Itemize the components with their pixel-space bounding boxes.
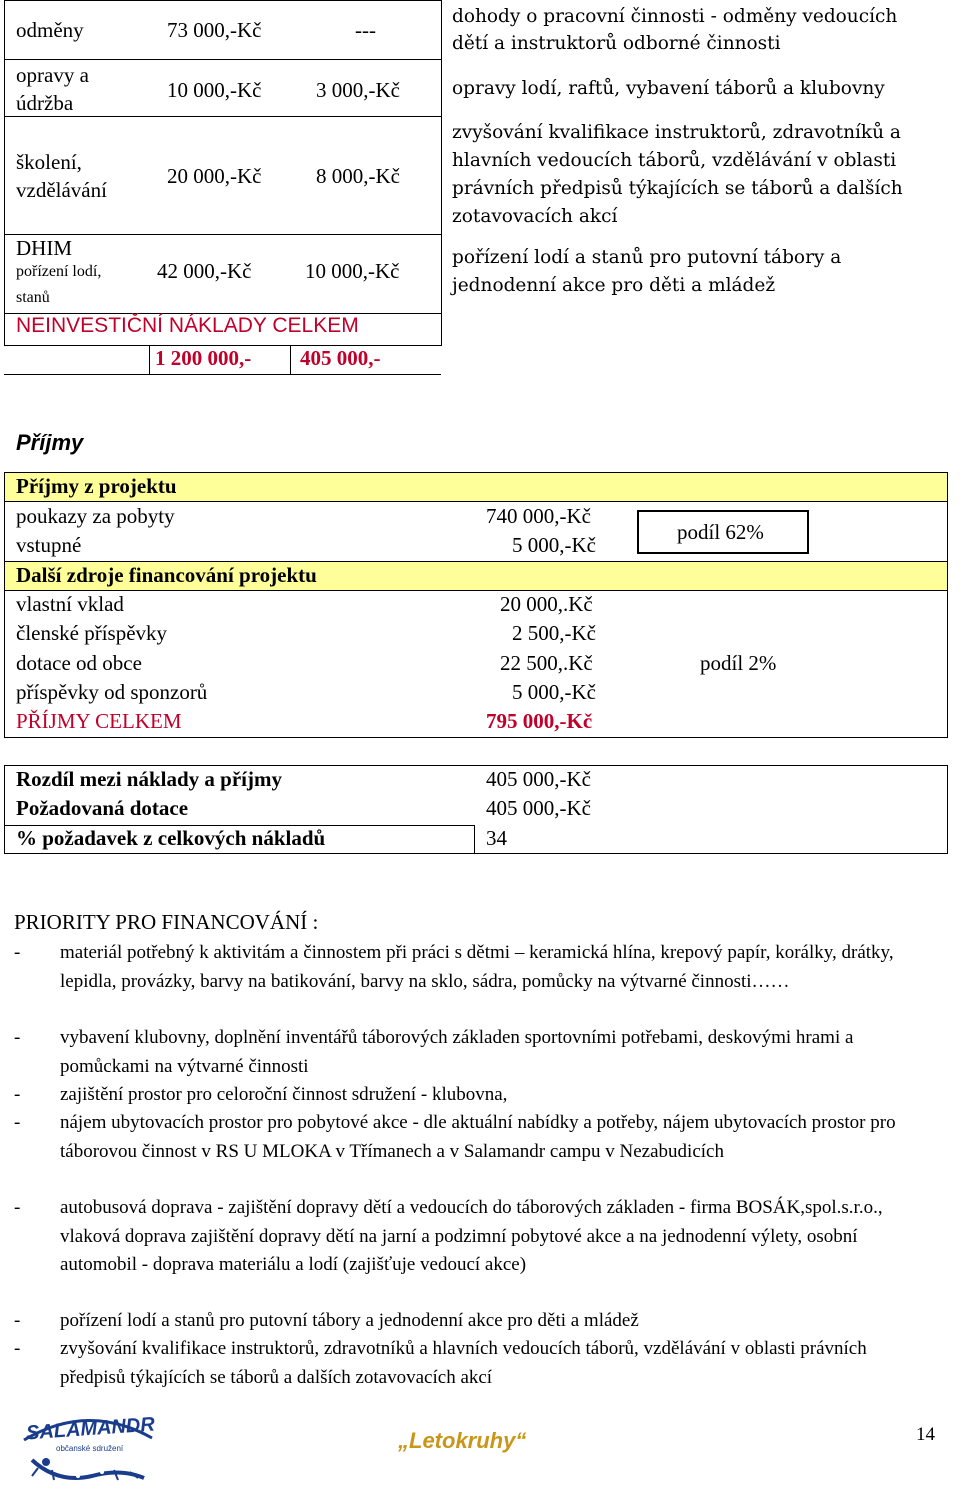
cost-total: 20 000,-Kč: [167, 164, 262, 188]
cost-item-label: údržba: [16, 91, 74, 115]
income-value: 740 000,-Kč: [486, 504, 591, 528]
cost-item-label: vzdělávání: [16, 178, 107, 202]
cost-item-label: stanů: [16, 289, 50, 306]
cost-total: 42 000,-Kč: [157, 259, 252, 283]
share-label: podíl 62%: [677, 520, 764, 544]
income-label: příspěvky od sponzorů: [16, 680, 208, 704]
summary-label: % požadavek z celkových nákladů: [16, 826, 326, 850]
cost-desc-line: hlavních vedoucích táborů, vzdělávání v oblasti: [452, 150, 897, 171]
cost-desc-line: právních předpisů týkajících se táborů a dalších: [452, 178, 903, 199]
cost-desc-line: jednodenní akce pro děti a mládež: [452, 275, 776, 296]
cost-desc-line: opravy lodí, raftů, vybavení táborů a klubovny: [452, 78, 885, 99]
priority-item: - materiál potřebný k aktivitám a činnostem při práci s dětmi – keramická hlína, krepový papír, korálky, drátky, lepidla, provázky, barvy na batikování, barvy na sklo, sádra, pomůcky na výtvarné činnosti……: [14, 942, 894, 992]
cost-item-label: školení,: [16, 150, 82, 174]
income-section-title: Příjmy z projektu: [16, 474, 177, 498]
cost-item-label: opravy a: [16, 63, 89, 87]
cost-total-requested: 405 000,-: [300, 346, 381, 370]
priorities-title: PRIORITY PRO FINANCOVÁNÍ :: [14, 910, 319, 934]
cost-desc-line: zotavovacích akcí: [452, 206, 618, 227]
priority-item: - pořízení lodí a stanů pro putovní tábory a jednodenní akce pro děti a mládež: [14, 1310, 639, 1331]
cost-desc-line: zvyšování kvalifikace instruktorů, zdravotníků a: [452, 122, 901, 143]
cost-requested: 3 000,-Kč: [316, 78, 400, 102]
cost-total-value: 1 200 000,-: [155, 346, 252, 370]
salamandr-logo: [18, 1398, 158, 1488]
logo-text: SALAMANDR: [25, 1413, 156, 1445]
priority-item: - zajištění prostor pro celoroční činnost sdružení - klubovna,: [14, 1084, 508, 1105]
cost-requested: 8 000,-Kč: [316, 164, 400, 188]
cost-desc-line: pořízení lodí a stanů pro putovní tábory a: [452, 247, 842, 268]
cost-desc-line: dohody o pracovní činnosti - odměny vedoucích: [452, 6, 898, 27]
cost-total: 73 000,-Kč: [167, 18, 262, 42]
income-value: 5 000,-Kč: [512, 680, 596, 704]
income-label: vstupné: [16, 533, 82, 557]
summary-label: Požadovaná dotace: [16, 796, 189, 820]
income-value: 20 000,.Kč: [500, 592, 593, 616]
brand-name: „Letokruhy“: [398, 1428, 527, 1453]
income-label: členské příspěvky: [16, 621, 168, 645]
priority-item: - autobusová doprava - zajištění dopravy dětí a vedoucích do táborových základen - firma BOSÁK,spol.s.r.o., vlaková doprava zajištění dopravy dětí na jarní a podzimní pobytové akce a na jednodenní výlety, osobní automobil - doprava materiálu a lodí (zajišťuje vedoucí akce): [14, 1197, 883, 1275]
income-label: dotace od obce: [16, 651, 142, 675]
cost-item-label: DHIM: [16, 236, 72, 260]
income-value: 22 500,.Kč: [500, 651, 593, 675]
priority-item: - zvyšování kvalifikace instruktorů, zdravotníků a hlavních vedoucích táborů, vzdělávání v oblasti právních předpisů týkajících se táborů a dalších zotavovacích akcí: [14, 1338, 867, 1388]
cost-item-odmeny: odměny: [16, 18, 84, 42]
income-total-label: PŘÍJMY CELKEM: [16, 709, 182, 733]
page-number: 14: [916, 1424, 935, 1445]
summary-label: Rozdíl mezi náklady a příjmy: [16, 767, 282, 791]
income-total-value: 795 000,-Kč: [486, 709, 593, 733]
share-label: podíl 2%: [700, 651, 777, 675]
cost-desc-line: dětí a instruktorů odborné činnosti: [452, 33, 781, 54]
income-value: 2 500,-Kč: [512, 621, 596, 645]
summary-table: [4, 765, 948, 855]
income-section-title: Další zdroje financování projektu: [16, 563, 317, 587]
income-table: [4, 472, 948, 744]
cost-total: 10 000,-Kč: [167, 78, 262, 102]
cost-requested: ---: [355, 18, 376, 42]
summary-value: 405 000,-Kč: [486, 767, 591, 791]
priority-item: - vybavení klubovny, doplnění inventářů táborových základen sportovními potřebami, deskovými hrami a pomůckami na výtvarné činnosti: [14, 1027, 854, 1077]
cost-table: [0, 0, 960, 370]
logo-subtext: občanské sdružení: [56, 1444, 124, 1453]
summary-value: 34: [486, 826, 507, 850]
cost-total-label: NEINVESTIČNÍ NÁKLADY CELKEM: [16, 314, 359, 337]
income-heading: Příjmy: [16, 430, 84, 455]
cost-item-label: pořízení lodí,: [16, 263, 102, 280]
income-label: vlastní vklad: [16, 592, 124, 616]
income-value: 5 000,-Kč: [512, 533, 596, 557]
summary-value: 405 000,-Kč: [486, 796, 591, 820]
priority-item: - nájem ubytovacích prostor pro pobytové akce - dle aktuální nabídky a potřeby, nájem ubytovacích prostor pro táborovou činnost v RS U MLOKA v Třímanech a v Salamandr campu v Nezabudicích: [14, 1112, 896, 1162]
cost-requested: 10 000,-Kč: [305, 259, 400, 283]
income-label: poukazy za pobyty: [16, 504, 175, 528]
